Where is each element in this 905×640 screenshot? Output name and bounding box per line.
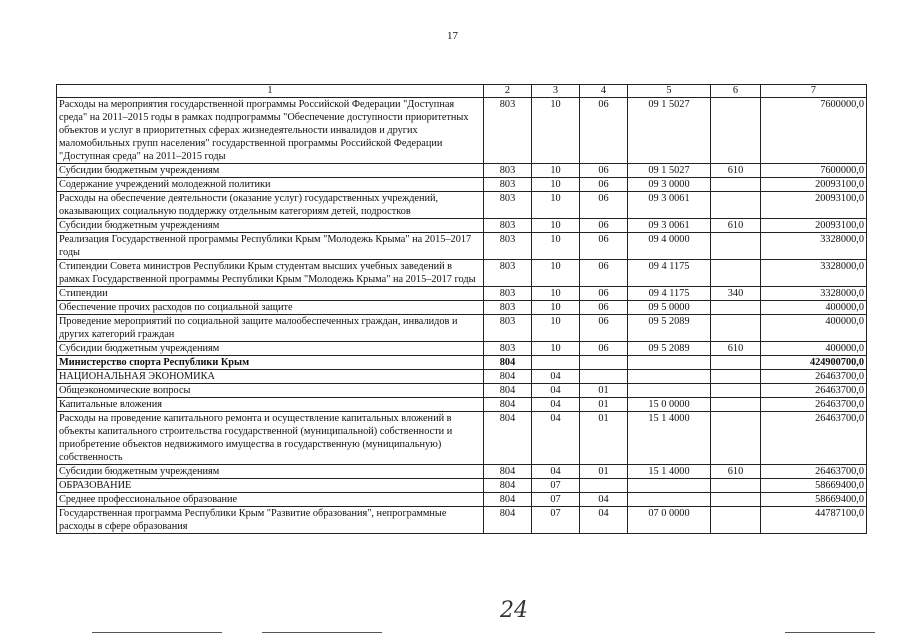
- footer-line-left: [92, 632, 222, 633]
- row-name: Среднее профессиональное образование: [57, 493, 484, 507]
- row-subsection: 06: [580, 219, 628, 233]
- row-ministry-code: 804: [484, 493, 532, 507]
- row-subsection: [580, 370, 628, 384]
- row-amount: 3328000,0: [761, 287, 867, 301]
- row-target-article: 09 3 0000: [628, 178, 711, 192]
- footer-line-middle: [262, 632, 382, 633]
- row-subsection: 04: [580, 507, 628, 534]
- row-target-article: 09 1 5027: [628, 98, 711, 164]
- header-col-2: 2: [484, 85, 532, 98]
- row-name: Общеэкономические вопросы: [57, 384, 484, 398]
- row-amount: 58669400,0: [761, 479, 867, 493]
- table-row: [57, 301, 867, 315]
- row-name: Субсидии бюджетным учреждениям: [57, 219, 484, 233]
- row-target-article: 09 5 0000: [628, 301, 711, 315]
- row-name: Стипендии: [57, 287, 484, 301]
- row-ministry-code: 804: [484, 398, 532, 412]
- row-section: 10: [532, 287, 580, 301]
- row-expense-type: [711, 98, 761, 164]
- row-target-article: 09 3 0061: [628, 192, 711, 219]
- handwritten-page-mark: 24: [500, 598, 528, 623]
- row-amount: 7600000,0: [761, 98, 867, 164]
- row-amount: 3328000,0: [761, 233, 867, 260]
- row-name: Капитальные вложения: [57, 398, 484, 412]
- row-section: 10: [532, 98, 580, 164]
- header-col-1: 1: [57, 85, 484, 98]
- row-target-article: 09 5 2089: [628, 315, 711, 342]
- row-ministry-code: 804: [484, 356, 532, 370]
- row-ministry-code: 803: [484, 315, 532, 342]
- budget-table: [56, 84, 867, 534]
- row-expense-type: [711, 178, 761, 192]
- table-row: [57, 260, 867, 287]
- row-ministry-code: 803: [484, 260, 532, 287]
- row-expense-type: [711, 479, 761, 493]
- row-expense-type: 610: [711, 219, 761, 233]
- row-subsection: 01: [580, 398, 628, 412]
- row-target-article: 15 1 4000: [628, 412, 711, 465]
- table-row: [57, 98, 867, 164]
- row-ministry-code: 804: [484, 384, 532, 398]
- row-amount: 20093100,0: [761, 178, 867, 192]
- row-target-article: 15 1 4000: [628, 465, 711, 479]
- row-section: 10: [532, 164, 580, 178]
- table-row: [57, 370, 867, 384]
- row-name: Субсидии бюджетным учреждениям: [57, 342, 484, 356]
- table-row: [57, 398, 867, 412]
- row-expense-type: [711, 384, 761, 398]
- row-expense-type: [711, 233, 761, 260]
- row-amount: 3328000,0: [761, 260, 867, 287]
- row-subsection: 06: [580, 287, 628, 301]
- row-expense-type: [711, 398, 761, 412]
- row-section: 10: [532, 260, 580, 287]
- row-expense-type: [711, 301, 761, 315]
- row-ministry-code: 803: [484, 287, 532, 301]
- row-section: 10: [532, 192, 580, 219]
- header-col-3: 3: [532, 85, 580, 98]
- table-row: [57, 287, 867, 301]
- row-subsection: 06: [580, 178, 628, 192]
- row-target-article: [628, 479, 711, 493]
- row-subsection: 06: [580, 315, 628, 342]
- row-ministry-code: 804: [484, 412, 532, 465]
- row-amount: 26463700,0: [761, 370, 867, 384]
- row-section: 04: [532, 384, 580, 398]
- row-ministry-code: 803: [484, 192, 532, 219]
- row-section: 10: [532, 315, 580, 342]
- row-expense-type: [711, 412, 761, 465]
- row-expense-type: [711, 315, 761, 342]
- row-ministry-code: 804: [484, 465, 532, 479]
- row-amount: 20093100,0: [761, 219, 867, 233]
- table-row: [57, 412, 867, 465]
- row-ministry-code: 803: [484, 233, 532, 260]
- row-section: 07: [532, 507, 580, 534]
- row-expense-type: 610: [711, 164, 761, 178]
- row-expense-type: [711, 192, 761, 219]
- row-section: 04: [532, 465, 580, 479]
- row-amount: 20093100,0: [761, 192, 867, 219]
- table-row: [57, 384, 867, 398]
- row-target-article: [628, 370, 711, 384]
- row-amount: 44787100,0: [761, 507, 867, 534]
- row-section: 10: [532, 342, 580, 356]
- row-section: 07: [532, 479, 580, 493]
- row-ministry-code: 803: [484, 301, 532, 315]
- header-col-6: 6: [711, 85, 761, 98]
- row-amount: 26463700,0: [761, 412, 867, 465]
- row-amount: 400000,0: [761, 315, 867, 342]
- row-name: Содержание учреждений молодежной политики: [57, 178, 484, 192]
- row-subsection: 06: [580, 164, 628, 178]
- row-subsection: 06: [580, 301, 628, 315]
- row-subsection: 01: [580, 412, 628, 465]
- row-subsection: [580, 479, 628, 493]
- row-amount: 7600000,0: [761, 164, 867, 178]
- table-row: [57, 192, 867, 219]
- row-ministry-code: 803: [484, 219, 532, 233]
- row-amount: 400000,0: [761, 342, 867, 356]
- row-ministry-code: 804: [484, 507, 532, 534]
- row-subsection: 06: [580, 233, 628, 260]
- row-section: 04: [532, 398, 580, 412]
- row-name: Субсидии бюджетным учреждениям: [57, 465, 484, 479]
- row-section: 04: [532, 412, 580, 465]
- row-ministry-code: 803: [484, 164, 532, 178]
- row-section: 10: [532, 301, 580, 315]
- row-subsection: 06: [580, 192, 628, 219]
- row-amount: 58669400,0: [761, 493, 867, 507]
- header-col-5: 5: [628, 85, 711, 98]
- row-name: Субсидии бюджетным учреждениям: [57, 164, 484, 178]
- row-expense-type: [711, 370, 761, 384]
- row-section: 07: [532, 493, 580, 507]
- row-section: [532, 356, 580, 370]
- table-row: [57, 479, 867, 493]
- table-row: [57, 219, 867, 233]
- table-row: [57, 493, 867, 507]
- table-row: [57, 342, 867, 356]
- row-section: 10: [532, 178, 580, 192]
- row-expense-type: [711, 507, 761, 534]
- row-ministry-code: 803: [484, 342, 532, 356]
- row-target-article: 09 4 0000: [628, 233, 711, 260]
- row-subsection: 06: [580, 98, 628, 164]
- row-amount: 26463700,0: [761, 384, 867, 398]
- page-number: 17: [447, 30, 458, 42]
- row-name: Расходы на мероприятия государственной программы Российской Федерации "Доступная среда" на 2011–2015 годы в рамках подпрограммы "Обеспечение доступности приоритетных объектов и услуг в приоритетных сферах жизнедеятельности инвалидов и других маломобильных групп населения" государственной программы Российской Федерации "Доступная среда" на 2011–2015 годы: [57, 98, 484, 164]
- row-name: Министерство спорта Республики Крым: [57, 356, 484, 370]
- row-amount: 26463700,0: [761, 465, 867, 479]
- row-name: Стипендии Совета министров Республики Крым студентам высших учебных заведений в рамках Государственной программы Республики Крым "Молодежь Крыма" на 2015–2017 годы: [57, 260, 484, 287]
- row-name: Государственная программа Республики Крым "Развитие образования", непрограммные расходы в сфере образования: [57, 507, 484, 534]
- table-row: [57, 315, 867, 342]
- row-expense-type: 610: [711, 342, 761, 356]
- row-section: 10: [532, 233, 580, 260]
- table-header-row: [57, 85, 867, 98]
- row-name: НАЦИОНАЛЬНАЯ ЭКОНОМИКА: [57, 370, 484, 384]
- row-section: 10: [532, 219, 580, 233]
- row-subsection: 04: [580, 493, 628, 507]
- header-col-7: 7: [761, 85, 867, 98]
- row-target-article: 09 4 1175: [628, 287, 711, 301]
- row-target-article: 15 0 0000: [628, 398, 711, 412]
- table-body: [57, 98, 867, 534]
- row-target-article: [628, 384, 711, 398]
- table-row: [57, 465, 867, 479]
- row-expense-type: 610: [711, 465, 761, 479]
- row-subsection: 06: [580, 260, 628, 287]
- row-amount: 26463700,0: [761, 398, 867, 412]
- table-row: [57, 356, 867, 370]
- row-subsection: 01: [580, 384, 628, 398]
- row-target-article: 09 3 0061: [628, 219, 711, 233]
- row-target-article: 07 0 0000: [628, 507, 711, 534]
- row-target-article: 09 5 2089: [628, 342, 711, 356]
- row-target-article: 09 1 5027: [628, 164, 711, 178]
- row-expense-type: [711, 260, 761, 287]
- row-target-article: [628, 493, 711, 507]
- row-name: Расходы на обеспечение деятельности (оказание услуг) государственных учреждений, оказывающих социальную поддержку отдельным категориям детей, подростков: [57, 192, 484, 219]
- table-row: [57, 233, 867, 260]
- row-subsection: 06: [580, 342, 628, 356]
- row-amount: 400000,0: [761, 301, 867, 315]
- row-subsection: 01: [580, 465, 628, 479]
- row-name: Расходы на проведение капитального ремонта и осуществление капитальных вложений в объекты капитального строительства государственной (муниципальной) собственности и приобретение объектов недвижимого имущества в государственную (муниципальную) собственность: [57, 412, 484, 465]
- row-ministry-code: 803: [484, 178, 532, 192]
- row-expense-type: [711, 356, 761, 370]
- row-subsection: [580, 356, 628, 370]
- footer-line-right: [785, 632, 875, 633]
- table-row: [57, 178, 867, 192]
- header-col-4: 4: [580, 85, 628, 98]
- table-row: [57, 164, 867, 178]
- row-section: 04: [532, 370, 580, 384]
- row-ministry-code: 803: [484, 98, 532, 164]
- row-target-article: [628, 356, 711, 370]
- row-amount: 424900700,0: [761, 356, 867, 370]
- row-target-article: 09 4 1175: [628, 260, 711, 287]
- row-expense-type: [711, 493, 761, 507]
- row-name: Обеспечение прочих расходов по социальной защите: [57, 301, 484, 315]
- row-ministry-code: 804: [484, 479, 532, 493]
- row-name: Проведение мероприятий по социальной защите малообеспеченных граждан, инвалидов и других категорий граждан: [57, 315, 484, 342]
- row-expense-type: 340: [711, 287, 761, 301]
- row-name: Реализация Государственной программы Республики Крым "Молодежь Крыма" на 2015–2017 годы: [57, 233, 484, 260]
- table-row: [57, 507, 867, 534]
- row-name: ОБРАЗОВАНИЕ: [57, 479, 484, 493]
- row-ministry-code: 804: [484, 370, 532, 384]
